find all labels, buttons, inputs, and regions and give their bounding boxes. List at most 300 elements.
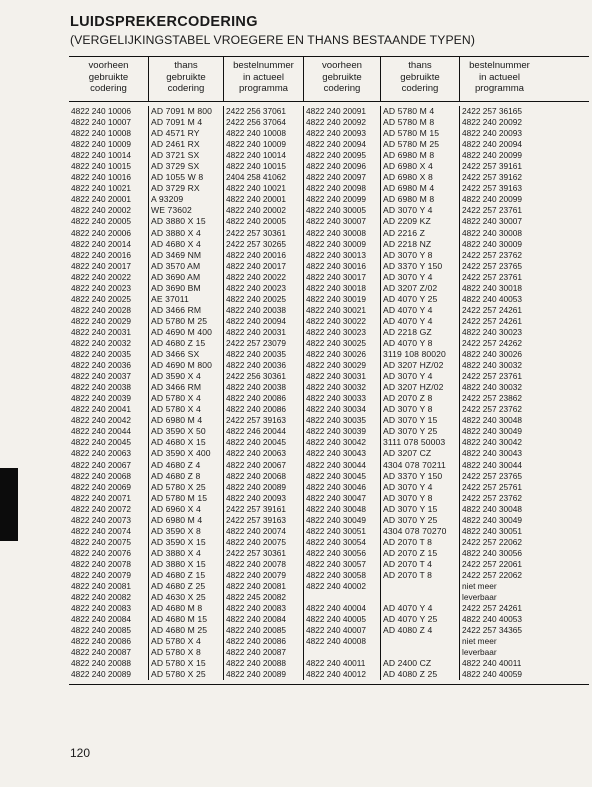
cell-current-code-left: AD 5780 X 4 [149,404,224,415]
cell-order-number-right: 4822 240 40053 [462,614,522,625]
cell-current-code-right: AD 2216 Z [381,228,460,239]
cell-order-number-left: 2422 256 37064 [224,117,304,128]
cell-old-code-left: 4822 240 20016 [69,250,149,261]
cell-current-code-left: AD 5780 X 8 [149,647,224,658]
cell-current-code-right: AD 5780 M 15 [381,128,460,139]
table-row [69,216,589,227]
cell-old-code-left: 4822 240 20002 [69,205,149,216]
cell-old-code-left: 4822 240 20022 [69,272,149,283]
table-row [69,471,589,482]
cell-current-code-left: WE 73602 [149,205,224,216]
cell-current-code-left: AD 3590 X 50 [149,426,224,437]
cell-old-code-right: 4822 240 30007 [304,216,381,227]
cell-order-number-left: 4822 240 10009 [224,139,304,150]
cell-order-number-right: 2422 257 23761 [462,271,522,282]
cell-order-number-left: 2422 257 39161 [224,504,304,515]
cell-current-code-left: AD 7091 M 4 [149,117,224,128]
cell-current-code-left: AD 4680 X 15 [149,437,224,448]
cell-old-code-right: 4822 240 30043 [304,448,381,459]
cell-order-number-left: 4822 240 20023 [224,283,304,294]
cell-current-code-right: AD 3070 Y 25 [381,426,460,437]
cell-current-code-left: AD 6980 M 4 [149,515,224,526]
cell-old-code-left: 4822 240 20078 [69,559,149,570]
cell-order-number-left: 4822 240 20083 [224,603,304,614]
cell-order-number-right: 4822 240 30007 [462,216,522,227]
cell-order-number-right: 4822 240 30018 [462,282,522,293]
cell-order-number-left: 4822 240 20079 [224,570,304,581]
cell-current-code-left: AD 3880 X 15 [149,216,224,227]
cell-old-code-right: 4822 240 40012 [304,669,381,680]
table-row [69,172,589,183]
cell-old-code-left: 4822 240 20073 [69,515,149,526]
page-number: 120 [70,746,91,760]
cell-order-number-left: 4822 240 20089 [224,482,304,493]
cell-current-code-left: AD 4680 Z 8 [149,471,224,482]
cell-old-code-left: 4822 240 20081 [69,581,149,592]
cell-old-code-right: 4822 240 30026 [304,349,381,360]
cell-order-number-right: 2422 257 23762 [462,404,522,415]
cell-old-code-left: 4822 240 20079 [69,570,149,581]
cell-current-code-left: AD 3721 SX [149,150,224,161]
table-row [69,349,589,360]
cell-order-number-right: 4822 240 30008 [462,227,522,238]
table-body [69,102,589,684]
cell-old-code-right: 4822 240 40007 [304,625,381,636]
cell-current-code-right: AD 3370 Y 150 [381,261,460,272]
table-row [69,239,589,250]
cell-old-code-right: 4822 240 30057 [304,559,381,570]
cell-current-code-right: AD 2070 T 8 [381,570,460,581]
page-subtitle: (VERGELIJKINGSTABEL VROEGERE EN THANS BESTAANDE TYPEN) [70,33,475,47]
table-row [69,460,589,471]
cell-current-code-right: AD 3207 Z/02 [381,283,460,294]
cell-old-code-left: 4822 240 10014 [69,150,149,161]
cell-order-number-right: 4822 240 30051 [462,525,522,536]
cell-order-number-left: 4822 240 10008 [224,128,304,139]
cell-order-number-right: 2422 257 24261 [462,304,522,315]
table-row [69,448,589,459]
cell-order-number-right: 4822 240 20099 [462,194,522,205]
cell-order-number-right: 4822 240 30043 [462,448,522,459]
cell-current-code-left: AD 4571 RY [149,128,224,139]
cell-order-number-left: 4822 240 20089 [224,669,304,680]
cell-current-code-right: AD 6980 X 4 [381,161,460,172]
cell-old-code-left: 4822 240 20039 [69,393,149,404]
cell-order-number-left: 4822 240 20088 [224,658,304,669]
cell-current-code-left: AD 4680 Z 15 [149,338,224,349]
cell-order-number-right: 2422 257 23862 [462,393,522,404]
cell-current-code-right: AD 6980 M 8 [381,150,460,161]
cell-old-code-right: 4822 240 30044 [304,460,381,471]
cell-current-code-right [381,581,460,592]
cell-old-code-right: 4822 240 30029 [304,360,381,371]
cell-current-code-left: AD 2461 RX [149,139,224,150]
cell-order-number-left: 4822 240 20085 [224,625,304,636]
cell-old-code-left: 4822 240 20041 [69,404,149,415]
cell-current-code-left: AD 3729 SX [149,161,224,172]
table-row [69,382,589,393]
cell-old-code-right: 4822 240 40002 [304,581,381,592]
cell-order-number-left: 4822 240 20017 [224,261,304,272]
cell-old-code-left: 4822 240 20074 [69,526,149,537]
cell-old-code-right: 4822 240 20099 [304,194,381,205]
table-row [69,283,589,294]
cell-old-code-left: 4822 240 20014 [69,239,149,250]
cell-current-code-right: AD 3207 HZ/02 [381,360,460,371]
cell-old-code-right: 4822 240 30042 [304,437,381,448]
cell-current-code-right: AD 2070 T 8 [381,537,460,548]
cell-order-number-left: 2422 256 30361 [224,371,304,382]
header-old-code-left: voorheen gebruikte codering [69,57,149,101]
table-row [69,482,589,493]
cell-current-code-left: AD 3880 X 4 [149,228,224,239]
table-row [69,261,589,272]
cell-order-number-left: 2422 256 37061 [224,106,304,117]
cell-current-code-right: AD 5780 M 8 [381,117,460,128]
cell-old-code-right: 4822 240 30021 [304,305,381,316]
cell-old-code-right: 4822 240 30013 [304,250,381,261]
table-row [69,493,589,504]
cell-current-code-left: AD 4680 M 25 [149,625,224,636]
cell-old-code-left: 4822 240 20035 [69,349,149,360]
cell-old-code-right: 4822 240 30025 [304,338,381,349]
cell-old-code-left: 4822 240 20001 [69,194,149,205]
cell-old-code-left: 4822 240 10006 [69,106,149,117]
cell-old-code-right: 4822 240 20091 [304,106,381,117]
table-row [69,515,589,526]
table-row [69,228,589,239]
cell-old-code-left: 4822 240 20082 [69,592,149,603]
cell-current-code-right: AD 3070 Y 15 [381,415,460,426]
cell-old-code-right: 4822 240 20095 [304,150,381,161]
table-row [69,537,589,548]
cell-current-code-left: AD 3880 X 15 [149,559,224,570]
cell-old-code-right: 4822 240 20094 [304,139,381,150]
cell-old-code-right: 4822 240 30056 [304,548,381,559]
cell-current-code-left: A 93209 [149,194,224,205]
cell-current-code-right: AD 2070 Z 15 [381,548,460,559]
cell-order-number-left: 4822 240 20025 [224,294,304,305]
header-order-number-left: bestelnummer in actueel programma [224,57,304,101]
cell-current-code-right: AD 3070 Y 4 [381,482,460,493]
cell-current-code-right: AD 4070 Y 4 [381,603,460,614]
cell-old-code-right: 4822 240 30049 [304,515,381,526]
cell-current-code-left: AD 3690 AM [149,272,224,283]
cell-current-code-left: AD 4630 X 25 [149,592,224,603]
cell-current-code-right: AD 4070 Y 8 [381,338,460,349]
cell-order-number-left: 4822 240 20038 [224,382,304,393]
cell-old-code-left: 4822 240 20086 [69,636,149,647]
cell-current-code-left: AD 5780 X 25 [149,669,224,680]
cell-old-code-right [304,592,381,603]
cell-old-code-left: 4822 240 20006 [69,228,149,239]
cell-order-number-right: 2422 257 34365 [462,625,522,636]
cell-order-number-right: 2422 257 22062 [462,536,522,547]
cell-order-number-left: 2422 257 30265 [224,239,304,250]
cell-current-code-right: AD 2070 T 4 [381,559,460,570]
cell-order-number-left: 2422 257 39163 [224,415,304,426]
cell-old-code-right: 4822 240 20092 [304,117,381,128]
cell-old-code-left: 4822 240 20032 [69,338,149,349]
cell-current-code-right: AD 3070 Y 8 [381,493,460,504]
cell-old-code-right: 4822 240 30023 [304,327,381,338]
cell-order-number-right: 4822 240 40053 [462,293,522,304]
cell-current-code-right: AD 4080 Z 4 [381,625,460,636]
cell-old-code-right: 4822 240 30034 [304,404,381,415]
cell-order-number-right: 4822 240 20099 [462,150,522,161]
cell-current-code-right: AD 5780 M 25 [381,139,460,150]
cell-current-code-left: AD 4680 Z 4 [149,460,224,471]
cell-current-code-left: AD 5780 X 4 [149,393,224,404]
cell-order-number-right: 2422 257 24262 [462,337,522,348]
cell-order-number-left: 4822 240 20087 [224,647,304,658]
cell-old-code-right: 4822 240 40008 [304,636,381,647]
cell-current-code-left: AD 4680 X 4 [149,239,224,250]
cell-old-code-left: 4822 240 20023 [69,283,149,294]
cell-order-number-left: 4822 240 20074 [224,526,304,537]
cell-old-code-left: 4822 240 20067 [69,460,149,471]
table-header [69,57,589,102]
cell-old-code-right: 4822 240 30032 [304,382,381,393]
cell-current-code-right: AD 6980 M 4 [381,183,460,194]
cell-order-number-left: 2404 258 41062 [224,172,304,183]
cell-old-code-right: 4822 240 30058 [304,570,381,581]
cell-old-code-right: 4822 240 40011 [304,658,381,669]
cell-old-code-left: 4822 240 20069 [69,482,149,493]
cell-order-number-right: 2422 257 22061 [462,558,522,569]
cell-order-number-left: 4822 240 20093 [224,493,304,504]
table-row [69,625,589,636]
table-row [69,150,589,161]
table-row [69,106,589,117]
cell-old-code-left: 4822 240 20036 [69,360,149,371]
table-row [69,636,589,647]
header-order-number-right: bestelnummer in actueel programma [469,60,530,94]
cell-current-code-right: AD 3070 Y 15 [381,504,460,515]
cell-old-code-right: 4822 240 30048 [304,504,381,515]
cell-old-code-right: 4822 240 30031 [304,371,381,382]
cell-order-number-left: 4822 240 20094 [224,316,304,327]
cell-order-number-left: 2422 257 39163 [224,515,304,526]
cell-order-number-left: 2422 257 30361 [224,548,304,559]
comparison-table [69,56,589,685]
cell-order-number-right: leverbaar [462,647,497,658]
cell-current-code-left: AD 3590 X 400 [149,448,224,459]
cell-current-code-left: AE 37011 [149,294,224,305]
cell-old-code-left: 4822 240 20087 [69,647,149,658]
cell-current-code-right: AD 3070 Y 8 [381,404,460,415]
cell-current-code-right: AD 2209 KZ [381,216,460,227]
cell-current-code-left: AD 3590 X 8 [149,526,224,537]
cell-order-number-right: 4822 240 30032 [462,382,522,393]
table-row [69,194,589,205]
cell-order-number-left: 4822 240 20078 [224,559,304,570]
cell-current-code-left: AD 3469 NM [149,250,224,261]
cell-current-code-right: AD 3070 Y 25 [381,515,460,526]
cell-current-code-right: AD 4070 Y 25 [381,294,460,305]
cell-current-code-right: AD 3207 CZ [381,448,460,459]
table-row [69,526,589,537]
cell-current-code-right: AD 6980 M 8 [381,194,460,205]
cell-order-number-right: 4822 240 30056 [462,547,522,558]
table-row [69,404,589,415]
cell-current-code-left: AD 4690 M 800 [149,360,224,371]
table-row [69,360,589,371]
cell-old-code-right: 4822 240 30005 [304,205,381,216]
cell-order-number-right: 4822 240 30009 [462,238,522,249]
cell-order-number-left: 4822 240 10014 [224,150,304,161]
cell-order-number-right: niet meer [462,581,497,592]
cell-order-number-right: 4822 240 20092 [462,117,522,128]
cell-current-code-right [381,647,460,658]
table-row [69,250,589,261]
cell-order-number-right: 4822 240 30023 [462,326,522,337]
table-row [69,426,589,437]
cell-order-number-left: 4822 240 10021 [224,183,304,194]
cell-order-number-left: 4822 246 20044 [224,426,304,437]
cell-current-code-right: AD 2218 GZ [381,327,460,338]
cell-old-code-right: 4822 240 20098 [304,183,381,194]
cell-order-number-left: 2422 257 30361 [224,228,304,239]
cell-current-code-left: AD 4690 M 400 [149,327,224,338]
page-edge-tab [0,468,18,541]
cell-old-code-left: 4822 240 10009 [69,139,149,150]
cell-order-number-left: 4822 240 20036 [224,360,304,371]
cell-old-code-right: 4822 240 30019 [304,294,381,305]
cell-old-code-left: 4822 240 20029 [69,316,149,327]
cell-old-code-left: 4822 240 20042 [69,415,149,426]
cell-current-code-right: AD 3070 Y 8 [381,250,460,261]
cell-old-code-right: 4822 240 30054 [304,537,381,548]
cell-order-number-left: 4822 240 20067 [224,460,304,471]
cell-order-number-right: 2422 257 23765 [462,470,522,481]
cell-old-code-left: 4822 240 20085 [69,625,149,636]
cell-old-code-left: 4822 240 10007 [69,117,149,128]
table-row [69,437,589,448]
cell-order-number-left: 4822 240 20016 [224,250,304,261]
cell-current-code-left: AD 5780 M 15 [149,493,224,504]
cell-old-code-right: 4822 240 20097 [304,172,381,183]
cell-current-code-left: AD 6980 M 4 [149,415,224,426]
table-row [69,294,589,305]
cell-old-code-right: 4822 240 30051 [304,526,381,537]
table-row [69,117,589,128]
cell-old-code-left: 4822 240 20005 [69,216,149,227]
cell-order-number-left: 4822 240 20045 [224,437,304,448]
cell-current-code-left: AD 5780 M 25 [149,316,224,327]
cell-old-code-left: 4822 240 20025 [69,294,149,305]
cell-current-code-left: AD 5780 X 4 [149,636,224,647]
table-row [69,272,589,283]
cell-old-code-left: 4822 240 20045 [69,437,149,448]
cell-current-code-left: AD 4680 M 8 [149,603,224,614]
cell-old-code-left: 4822 240 20083 [69,603,149,614]
cell-order-number-left: 4822 240 20022 [224,272,304,283]
cell-order-number-left: 4822 240 20075 [224,537,304,548]
cell-order-number-right: 2422 257 39163 [462,183,522,194]
cell-order-number-left: 4822 245 20082 [224,592,304,603]
cell-current-code-right: 3111 078 50003 [381,437,460,448]
cell-order-number-right: niet meer [462,636,497,647]
cell-current-code-left: AD 4680 Z 25 [149,581,224,592]
table-row [69,614,589,625]
cell-current-code-right: AD 3070 Y 4 [381,205,460,216]
cell-old-code-right: 4822 240 20093 [304,128,381,139]
header-current-code-left: thans gebruikte codering [149,57,224,101]
cell-old-code-left: 4822 240 10008 [69,128,149,139]
cell-order-number-right: 2422 257 23761 [462,371,522,382]
cell-order-number-left: 4822 240 20035 [224,349,304,360]
table-row [69,592,589,603]
cell-order-number-right: 4822 240 30026 [462,349,522,360]
cell-old-code-left: 4822 240 20072 [69,504,149,515]
table-row [69,327,589,338]
cell-current-code-left: AD 5780 X 25 [149,482,224,493]
cell-old-code-left: 4822 240 20017 [69,261,149,272]
table-row [69,316,589,327]
table-row [69,603,589,614]
table-row [69,139,589,150]
cell-order-number-right: leverbaar [462,592,497,603]
cell-old-code-left: 4822 240 20084 [69,614,149,625]
cell-current-code-left: AD 4680 Z 15 [149,570,224,581]
cell-old-code-left: 4822 240 20076 [69,548,149,559]
cell-old-code-right: 4822 240 30008 [304,228,381,239]
cell-order-number-right: 2422 257 39162 [462,172,522,183]
cell-old-code-left: 4822 240 10021 [69,183,149,194]
cell-order-number-left: 2422 257 23079 [224,338,304,349]
cell-current-code-right: AD 3370 Y 150 [381,471,460,482]
cell-current-code-right: AD 4080 Z 25 [381,669,460,680]
cell-current-code-left: AD 3690 BM [149,283,224,294]
cell-old-code-left: 4822 240 20071 [69,493,149,504]
cell-old-code-right [304,647,381,658]
cell-order-number-right: 4822 240 40059 [462,669,522,680]
cell-order-number-right: 4822 240 30032 [462,360,522,371]
cell-old-code-right: 4822 240 30018 [304,283,381,294]
cell-order-number-right: 2422 257 24261 [462,315,522,326]
cell-old-code-right: 4822 240 30009 [304,239,381,250]
cell-current-code-right [381,636,460,647]
cell-order-number-left: 4822 240 20086 [224,393,304,404]
table-row [69,371,589,382]
table-row [69,393,589,404]
table-row [69,415,589,426]
cell-current-code-left: AD 3880 X 4 [149,548,224,559]
cell-order-number-left: 4822 240 20031 [224,327,304,338]
cell-current-code-left: AD 4680 M 15 [149,614,224,625]
cell-old-code-right: 4822 240 30033 [304,393,381,404]
cell-current-code-left: AD 1055 W 8 [149,172,224,183]
cell-current-code-left: AD 3466 RM [149,382,224,393]
cell-current-code-left: AD 3466 SX [149,349,224,360]
cell-order-number-right: 2422 257 22062 [462,569,522,580]
cell-old-code-right: 4822 240 30046 [304,482,381,493]
table-row [69,570,589,581]
cell-current-code-right: AD 2400 CZ [381,658,460,669]
cell-order-number-left: 4822 240 20063 [224,448,304,459]
cell-order-number-right: 2422 257 25761 [462,481,522,492]
table-row [69,559,589,570]
cell-current-code-right: AD 3070 Y 4 [381,272,460,283]
header-old-code-right: voorheen gebruikte codering [304,57,381,101]
cell-order-number-right: 2422 257 24261 [462,603,522,614]
cell-old-code-left: 4822 240 10015 [69,161,149,172]
cell-order-number-right: 4822 240 30042 [462,437,522,448]
cell-current-code-right: AD 3207 HZ/02 [381,382,460,393]
cell-current-code-right: AD 4070 Y 4 [381,316,460,327]
cell-old-code-right: 4822 240 30045 [304,471,381,482]
